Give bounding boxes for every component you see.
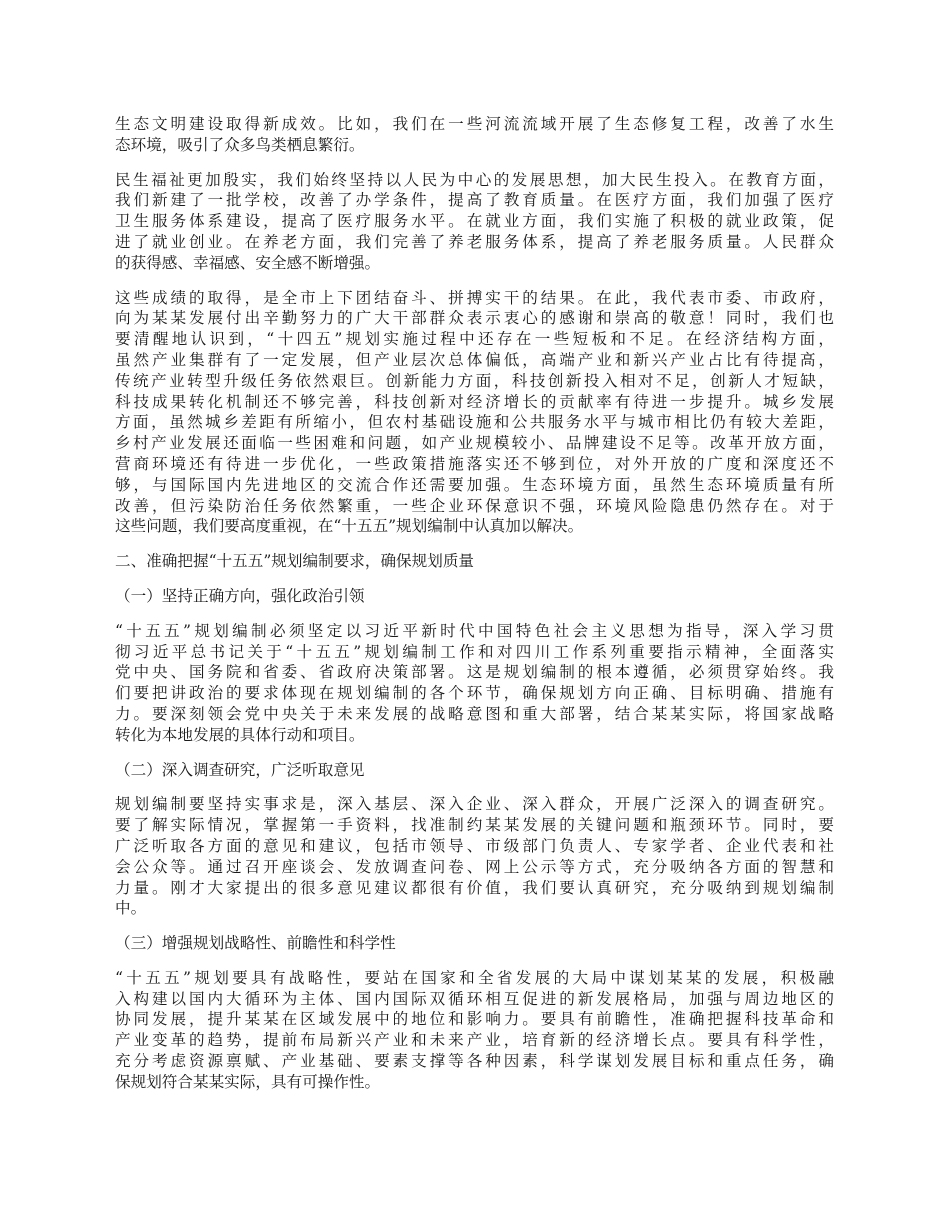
text-line: 入构建以国内大循环为主体、国内国际双循环相互促进的新发展格局，加强与周边地区的 [115,989,834,1008]
text-line: 会公众等。通过召开座谈会、发放调查问卷、网上公示等方式，充分吸纳各方面的智慧和 [115,857,834,876]
body-paragraph [115,621,834,746]
text-line: 方面，虽然城乡差距有所缩小，但农村基础设施和公共服务水平与城市相比仍有较大差距， [115,413,834,432]
text-line: 力。要深刻领会党中央关于未来发展的战略意图和重大部署，结合某某实际，将国家战略 [115,704,834,723]
subsection-heading [115,760,834,781]
text-line: 我们新建了一批学校，改善了办学条件，提高了教育质量。在医疗方面，我们加强了医疗 [115,191,834,210]
text-line: 乡村产业发展还面临一些困难和问题，如产业规模较小、品牌建设不足等。改革开放方面， [115,434,834,453]
text-line: 够，与国际国内先进地区的交流合作还需要加强。生态环境方面，虽然生态环境质量有所 [115,475,834,494]
section-heading [115,551,834,572]
text-line: 要清醒地认识到，“十四五”规划实施过程中还存在一些短板和不足。在经济结构方面， [115,330,834,349]
text-line: 们要把讲政治的要求体现在规划编制的各个环节，确保规划方向正确、目标明确、措施有 [115,684,834,703]
text-line: 这些问题，我们要高度重视，在“十五五”规划编制中认真加以解决。 [115,517,584,536]
text-line: 保规划符合某某实际，具有可操作性。 [115,1072,381,1091]
text-line: “十五五”规划要具有战略性，要站在国家和全省发展的大局中谋划某某的发展，积极融 [115,968,834,987]
subsection-heading [115,933,834,954]
document-page [115,114,834,1107]
text-line: 规划编制要坚持实事求是，深入基层、深入企业、深入群众，开展广泛深入的调查研究。 [115,795,834,814]
subsection-heading [115,586,834,607]
text-line: 广泛听取各方面的意见和建议，包括市领导、市级部门负责人、专家学者、企业代表和社 [115,836,834,855]
text-line: 虽然产业集群有了一定发展，但产业层次总体偏低，高端产业和新兴产业占比有待提高， [115,350,834,369]
text-line: 改善，但污染防治任务依然繁重，一些企业环保意识不强，环境风险隐患仍然存在。对于 [115,496,834,515]
text-line: 这些成绩的取得，是全市上下团结奋斗、拼搏实干的结果。在此，我代表市委、市政府， [115,288,834,307]
text-line: （二）深入调查研究，广泛听取意见 [115,760,365,779]
body-paragraph [115,968,834,1093]
text-line: （一）坚持正确方向，强化政治引领 [115,586,365,605]
body-paragraph [115,114,834,156]
text-line: 中。 [115,899,147,918]
text-line: 转化为本地发展的具体行动和项目。 [115,725,365,744]
text-line: 态环境，吸引了众多鸟类栖息繁衍。 [115,135,365,154]
text-line: 要了解实际情况，掌握第一手资料，找准制约某某发展的关键问题和瓶颈环节。同时，要 [115,816,834,835]
text-line: 传统产业转型升级任务依然艰巨。创新能力方面，科技创新投入相对不足，创新人才短缺， [115,371,834,390]
text-line: 民生福祉更加殷实，我们始终坚持以人民为中心的发展思想，加大民生投入。在教育方面， [115,170,834,189]
body-paragraph [115,170,834,274]
body-paragraph [115,288,834,538]
text-line: 协同发展，提升某某在区域发展中的地位和影响力。要具有前瞻性，准确把握科技革命和 [115,1010,834,1029]
text-line: （三）增强规划战略性、前瞻性和科学性 [115,934,396,953]
text-line: 充分考虑资源禀赋、产业基础、要素支撑等各种因素，科学谋划发展目标和重点任务，确 [115,1052,834,1071]
text-line: 营商环境还有待进一步优化，一些政策措施落实还不够到位，对外开放的广度和深度还不 [115,454,834,473]
text-line: 的获得感、幸福感、安全感不断增强。 [115,253,381,272]
text-line: 向为某某发展付出辛勤努力的广大干部群众表示衷心的感谢和崇高的敬意！同时，我们也 [115,309,834,328]
text-line: “十五五”规划编制必须坚定以习近平新时代中国特色社会主义思想为指导，深入学习贯 [115,621,834,640]
text-line: 卫生服务体系建设，提高了医疗服务水平。在就业方面，我们实施了积极的就业政策，促 [115,212,834,231]
text-line: 力量。刚才大家提出的很多意见建议都很有价值，我们要认真研究，充分吸纳到规划编制 [115,878,834,897]
text-line: 生态文明建设取得新成效。比如，我们在一些河流流域开展了生态修复工程，改善了水生 [115,115,834,133]
text-line: 进了就业创业。在养老方面，我们完善了养老服务体系，提高了养老服务质量。人民群众 [115,232,834,251]
text-line: 科技成果转化机制还不够完善，科技创新对经济增长的贡献率有待进一步提升。城乡发展 [115,392,834,411]
text-line: 产业变革的趋势，提前布局新兴产业和未来产业，培育新的经济增长点。要具有科学性， [115,1031,834,1050]
text-line: 二、准确把握“十五五”规划编制要求，确保规划质量 [115,552,475,571]
body-paragraph [115,794,834,919]
text-line: 党中央、国务院和省委、省政府决策部署。这是规划编制的根本遵循，必须贯穿始终。我 [115,663,834,682]
text-line: 彻习近平总书记关于“十五五”规划编制工作和对四川工作系列重要指示精神，全面落实 [115,642,834,661]
